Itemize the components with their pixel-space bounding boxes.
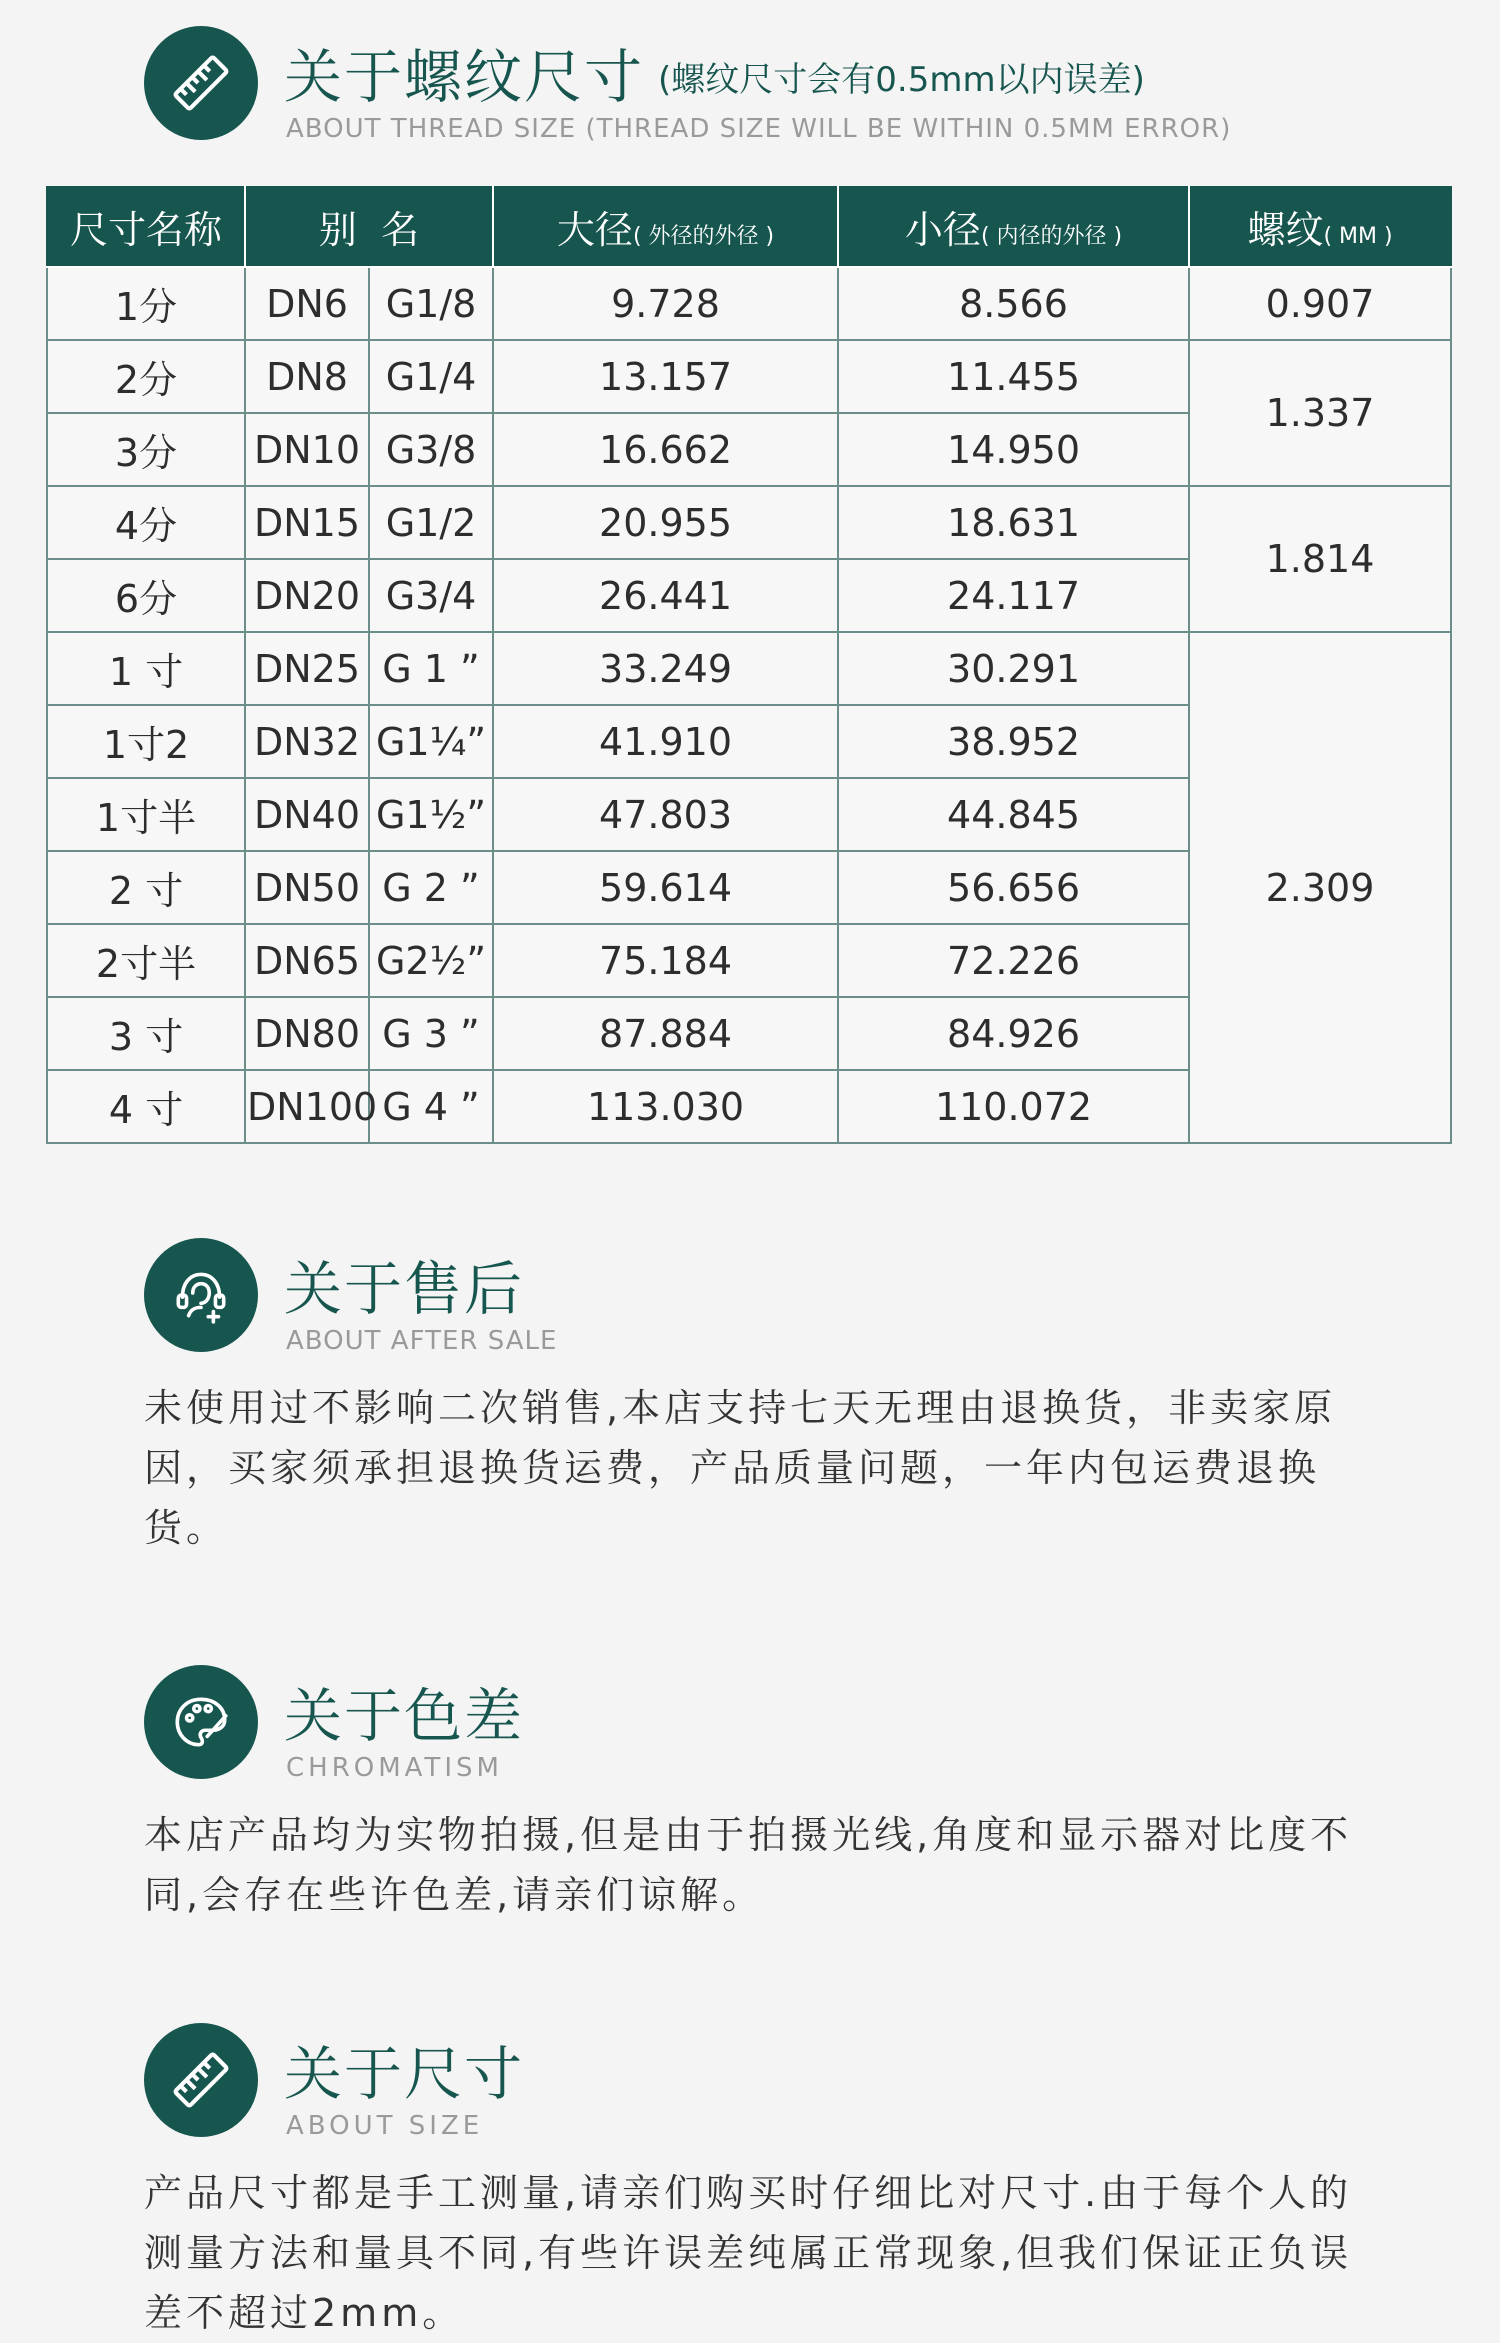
cell-dn: DN50 bbox=[245, 851, 369, 924]
table-row bbox=[47, 486, 1451, 559]
ruler-icon-graphic bbox=[168, 2047, 234, 2113]
cell-dn: DN10 bbox=[245, 413, 369, 486]
cell-pitch: 1.814 bbox=[1189, 486, 1451, 632]
cell-size-name: 6分 bbox=[47, 559, 245, 632]
header-major-label: 大径 bbox=[556, 207, 633, 252]
thread-size-title-text: 关于螺纹尺寸 bbox=[284, 43, 645, 111]
size-subtitle: ABOUT SIZE bbox=[286, 2111, 484, 2141]
cell-dn: DN100 bbox=[245, 1070, 369, 1143]
cell-g: G1¼” bbox=[369, 705, 493, 778]
cell-size-name: 4分 bbox=[47, 486, 245, 559]
cell-size-name: 3 寸 bbox=[47, 997, 245, 1070]
cell-dn: DN25 bbox=[245, 632, 369, 705]
palette-icon bbox=[144, 1665, 258, 1779]
cell-g: G 4 ” bbox=[369, 1070, 493, 1143]
header-pitch-label: 螺纹 bbox=[1247, 207, 1324, 252]
cell-dn: DN32 bbox=[245, 705, 369, 778]
header-size-name: 尺寸名称 bbox=[47, 186, 245, 267]
cell-minor: 56.656 bbox=[838, 851, 1189, 924]
after-sale-header bbox=[144, 1238, 1144, 1368]
cell-size-name: 2 寸 bbox=[47, 851, 245, 924]
table-row bbox=[47, 340, 1451, 413]
cell-size-name: 4 寸 bbox=[47, 1070, 245, 1143]
cell-g: G3/8 bbox=[369, 413, 493, 486]
cell-minor: 110.072 bbox=[838, 1070, 1189, 1143]
cell-g: G1/4 bbox=[369, 340, 493, 413]
cell-dn: DN6 bbox=[245, 267, 369, 340]
cell-dn: DN65 bbox=[245, 924, 369, 997]
after-sale-text: 未使用过不影响二次销售,本店支持七天无理由退换货，非卖家原因，买家须承担退换货运费，产品质量问题，一年内包运费退换货。 bbox=[144, 1386, 1337, 1550]
table-header-row bbox=[47, 186, 1451, 267]
header-major-note: ( 外径的外径 ) bbox=[632, 223, 775, 249]
cell-dn: DN8 bbox=[245, 340, 369, 413]
header-minor-label: 小径 bbox=[904, 207, 981, 252]
cell-major: 47.803 bbox=[493, 778, 838, 851]
thread-size-title-note: (螺纹尺寸会有0.5mm以内误差) bbox=[658, 60, 1145, 100]
header-pitch-note: ( MM ) bbox=[1323, 223, 1393, 249]
cell-major: 26.441 bbox=[493, 559, 838, 632]
size-text: 产品尺寸都是手工测量,请亲们购买时仔细比对尺寸.由于每个人的测量方法和量具不同,有些许误差纯属正常现象,但我们保证正负误差不超过2mm。 bbox=[144, 2171, 1353, 2335]
cell-major: 16.662 bbox=[493, 413, 838, 486]
cell-minor: 18.631 bbox=[838, 486, 1189, 559]
cell-major: 87.884 bbox=[493, 997, 838, 1070]
table-row bbox=[47, 632, 1451, 705]
cell-dn: DN20 bbox=[245, 559, 369, 632]
cell-g: G1/2 bbox=[369, 486, 493, 559]
cell-size-name: 2分 bbox=[47, 340, 245, 413]
cell-pitch: 2.309 bbox=[1189, 632, 1451, 1143]
customer-service-icon bbox=[144, 1238, 258, 1352]
cell-g: G 2 ” bbox=[369, 851, 493, 924]
chromatism-title: 关于色差 bbox=[284, 1682, 525, 1750]
cell-g: G3/4 bbox=[369, 559, 493, 632]
table-row bbox=[47, 267, 1451, 340]
header-minor-diameter bbox=[838, 186, 1189, 267]
cell-major: 33.249 bbox=[493, 632, 838, 705]
cell-pitch: 0.907 bbox=[1189, 267, 1451, 340]
header-minor-note: ( 内径的外径 ) bbox=[980, 223, 1123, 249]
cell-major: 75.184 bbox=[493, 924, 838, 997]
chromatism-header bbox=[144, 1665, 1144, 1795]
cell-major: 59.614 bbox=[493, 851, 838, 924]
cell-minor: 44.845 bbox=[838, 778, 1189, 851]
cell-major: 13.157 bbox=[493, 340, 838, 413]
cell-dn: DN80 bbox=[245, 997, 369, 1070]
cell-dn: DN40 bbox=[245, 778, 369, 851]
thread-size-title bbox=[284, 30, 1145, 114]
header-alias: 别 名 bbox=[245, 186, 493, 267]
cell-minor: 84.926 bbox=[838, 997, 1189, 1070]
cell-minor: 38.952 bbox=[838, 705, 1189, 778]
cell-pitch: 1.337 bbox=[1189, 340, 1451, 486]
size-header bbox=[144, 2023, 1144, 2153]
after-sale-subtitle: ABOUT AFTER SALE bbox=[286, 1326, 558, 1356]
cell-major: 41.910 bbox=[493, 705, 838, 778]
cell-g: G1/8 bbox=[369, 267, 493, 340]
cell-size-name: 2寸半 bbox=[47, 924, 245, 997]
cell-minor: 11.455 bbox=[838, 340, 1189, 413]
cell-g: G1½” bbox=[369, 778, 493, 851]
thread-size-subtitle: ABOUT THREAD SIZE (THREAD SIZE WILL BE WITHIN 0.5MM ERROR) bbox=[286, 114, 1232, 144]
header-pitch bbox=[1189, 186, 1451, 267]
customer-service-icon-graphic bbox=[168, 1262, 234, 1328]
cell-size-name: 3分 bbox=[47, 413, 245, 486]
cell-g: G 1 ” bbox=[369, 632, 493, 705]
chromatism-subtitle: CHROMATISM bbox=[286, 1753, 503, 1783]
cell-major: 113.030 bbox=[493, 1070, 838, 1143]
size-title: 关于尺寸 bbox=[284, 2040, 525, 2108]
thread-size-table bbox=[46, 186, 1452, 1144]
cell-minor: 30.291 bbox=[838, 632, 1189, 705]
cell-minor: 14.950 bbox=[838, 413, 1189, 486]
thread-size-header bbox=[144, 26, 1444, 156]
ruler-icon-graphic bbox=[168, 50, 234, 116]
cell-g: G2½” bbox=[369, 924, 493, 997]
cell-dn: DN15 bbox=[245, 486, 369, 559]
cell-major: 9.728 bbox=[493, 267, 838, 340]
cell-g: G 3 ” bbox=[369, 997, 493, 1070]
cell-size-name: 1 寸 bbox=[47, 632, 245, 705]
cell-size-name: 1寸半 bbox=[47, 778, 245, 851]
cell-major: 20.955 bbox=[493, 486, 838, 559]
chromatism-text: 本店产品均为实物拍摄,但是由于拍摄光线,角度和显示器对比度不同,会存在些许色差,请亲们谅解。 bbox=[144, 1813, 1353, 1917]
cell-minor: 72.226 bbox=[838, 924, 1189, 997]
header-major-diameter bbox=[493, 186, 838, 267]
cell-minor: 24.117 bbox=[838, 559, 1189, 632]
ruler-icon bbox=[144, 2023, 258, 2137]
palette-icon-graphic bbox=[168, 1689, 234, 1755]
after-sale-title: 关于售后 bbox=[284, 1255, 525, 1323]
cell-size-name: 1寸2 bbox=[47, 705, 245, 778]
cell-minor: 8.566 bbox=[838, 267, 1189, 340]
cell-size-name: 1分 bbox=[47, 267, 245, 340]
ruler-icon bbox=[144, 26, 258, 140]
